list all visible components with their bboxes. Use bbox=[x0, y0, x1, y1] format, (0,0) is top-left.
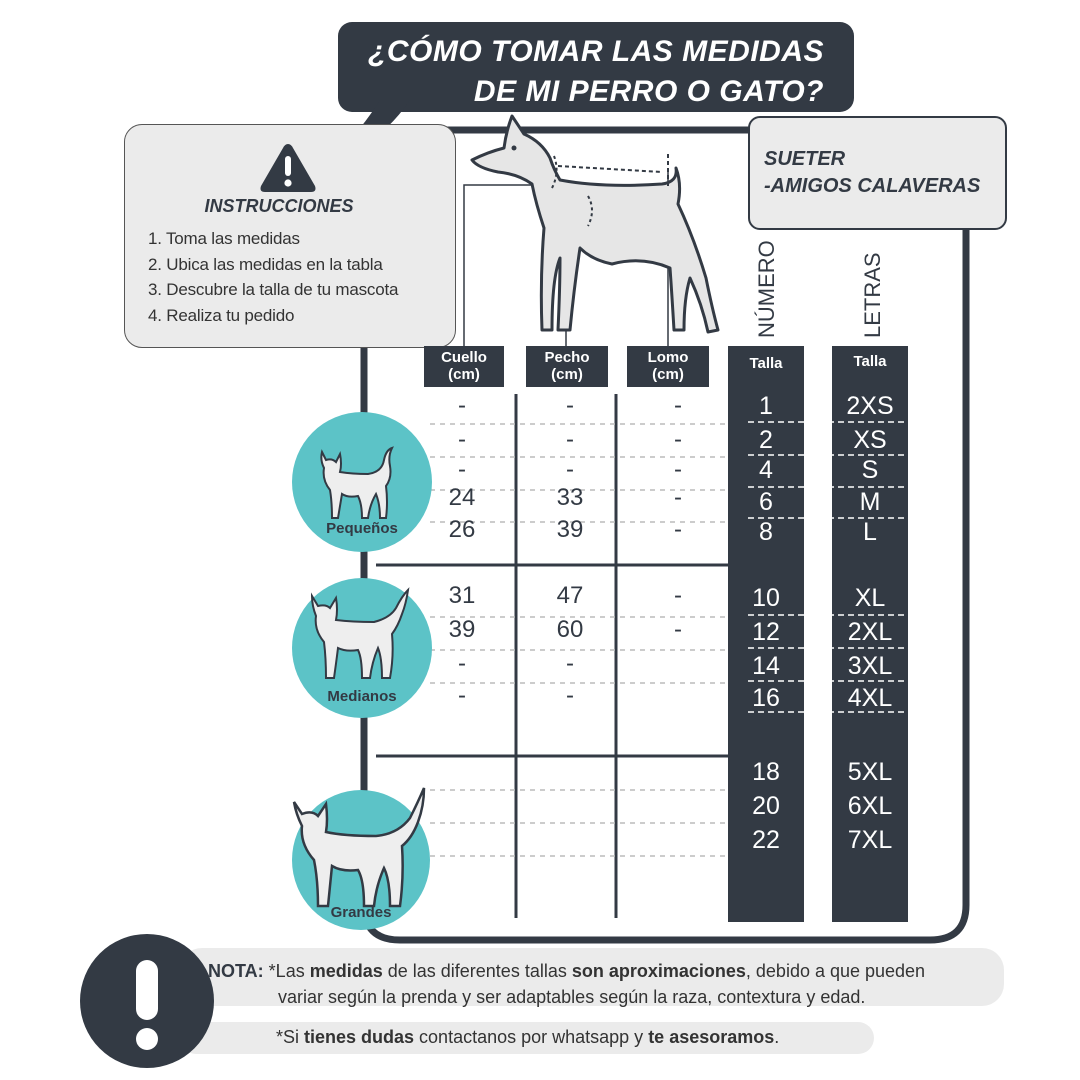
cell-cuello: 31 bbox=[448, 582, 476, 609]
cell-lomo: - bbox=[674, 616, 682, 643]
pecho-header-label: Pecho bbox=[544, 349, 590, 366]
cell-pecho: 60 bbox=[556, 616, 584, 643]
cell-numero: 6 bbox=[759, 488, 773, 516]
warning-icon bbox=[258, 142, 318, 194]
note-fragment: contactanos por whatsapp y bbox=[414, 1027, 649, 1047]
dog-silhouette bbox=[462, 108, 732, 340]
title-line-2: DE MI PERRO O GATO? bbox=[473, 75, 824, 108]
note-fragment: de las diferentes tallas bbox=[382, 961, 572, 981]
cell-letra: L bbox=[863, 518, 877, 546]
cell-letra: XS bbox=[853, 426, 887, 454]
cell-numero: 4 bbox=[759, 456, 773, 484]
cell-letra: 7XL bbox=[847, 826, 893, 854]
lomo-header-unit: (cm) bbox=[652, 366, 684, 383]
lomo-header bbox=[627, 346, 709, 387]
cell-pecho: 47 bbox=[556, 582, 584, 609]
pecho-header bbox=[526, 346, 608, 387]
pecho-header-unit: (cm) bbox=[551, 366, 583, 383]
cell-letra: 2XS bbox=[846, 392, 894, 420]
cat-icon bbox=[286, 780, 436, 910]
cell-cuello: - bbox=[458, 650, 466, 677]
cell-lomo: - bbox=[674, 456, 682, 483]
instruction-step: 3. Descubre la talla de tu mascota bbox=[148, 280, 399, 299]
cell-lomo: - bbox=[674, 484, 682, 511]
cell-cuello: 24 bbox=[448, 484, 476, 511]
cat-icon bbox=[312, 446, 402, 520]
letras-talla-header: Talla bbox=[832, 350, 908, 370]
cell-cuello: - bbox=[458, 426, 466, 453]
cell-lomo: - bbox=[674, 582, 682, 609]
cell-numero: 18 bbox=[752, 758, 780, 786]
note-fragment: *Si bbox=[276, 1027, 305, 1047]
cell-numero: 10 bbox=[752, 584, 780, 612]
title-line-1: ¿CÓMO TOMAR LAS MEDIDAS bbox=[368, 35, 824, 68]
cell-numero: 16 bbox=[752, 684, 780, 712]
cell-numero: 14 bbox=[752, 652, 780, 680]
note-fragment: tienes dudas bbox=[304, 1027, 415, 1047]
cell-lomo: - bbox=[674, 516, 682, 543]
exclamation-icon bbox=[80, 934, 214, 1068]
cell-letra: 2XL bbox=[847, 618, 893, 646]
cell-lomo: - bbox=[674, 392, 682, 419]
numero-talla-header: Talla bbox=[728, 352, 804, 372]
product-line-2: -AMIGOS CALAVERAS bbox=[764, 175, 981, 197]
cuello-header-unit: (cm) bbox=[448, 366, 480, 383]
instructions-heading: INSTRUCCIONES bbox=[204, 196, 354, 216]
cell-numero: 1 bbox=[759, 392, 773, 420]
cell-lomo: - bbox=[674, 426, 682, 453]
note-fragment: *Las bbox=[268, 961, 310, 981]
category-medium-label: Medianos bbox=[327, 688, 397, 705]
note-text-2 bbox=[276, 1027, 779, 1048]
numero-label: NÚMERO bbox=[754, 240, 779, 338]
cell-cuello: - bbox=[458, 392, 466, 419]
cell-letra: 5XL bbox=[847, 758, 893, 786]
note-text-1 bbox=[208, 958, 925, 1010]
cell-cuello: - bbox=[458, 456, 466, 483]
cat-icon bbox=[304, 586, 414, 682]
cuello-header-label: Cuello bbox=[441, 349, 487, 366]
note-fragment: variar según la prenda y ser adaptables según la raza, contextura y edad. bbox=[278, 987, 866, 1007]
cell-numero: 22 bbox=[752, 826, 780, 854]
cell-cuello: 26 bbox=[448, 516, 476, 543]
note-fragment: . bbox=[774, 1027, 780, 1047]
cell-letra: 4XL bbox=[847, 684, 893, 712]
cell-letra: S bbox=[861, 456, 879, 484]
cell-pecho: 39 bbox=[556, 516, 584, 543]
note-fragment: , debido a que pueden bbox=[745, 961, 926, 981]
cell-letra: 6XL bbox=[847, 792, 893, 820]
lomo-header-label: Lomo bbox=[647, 349, 689, 366]
note-label: NOTA: bbox=[208, 961, 264, 981]
instruction-step: 4. Realiza tu pedido bbox=[148, 305, 295, 325]
cell-numero: 2 bbox=[759, 426, 773, 454]
note-fragment: te asesoramos bbox=[648, 1027, 775, 1047]
cell-cuello: 39 bbox=[448, 616, 476, 643]
cell-pecho: - bbox=[566, 392, 574, 419]
cell-letra: 3XL bbox=[847, 652, 893, 680]
cell-numero: 12 bbox=[752, 618, 780, 646]
product-line-1: SUETER bbox=[764, 148, 846, 170]
cell-numero: 8 bbox=[759, 518, 773, 546]
cell-pecho: - bbox=[566, 682, 574, 709]
category-small-label: Pequeños bbox=[326, 520, 398, 537]
note-fragment: medidas bbox=[309, 961, 383, 981]
cell-pecho: 33 bbox=[556, 484, 584, 511]
cell-pecho: - bbox=[566, 650, 574, 677]
instructions-list bbox=[148, 226, 398, 328]
instruction-step: 1. Toma las medidas bbox=[148, 229, 300, 248]
cuello-header bbox=[424, 346, 504, 387]
cell-pecho: - bbox=[566, 456, 574, 483]
cell-cuello: - bbox=[458, 682, 466, 709]
instruction-step: 2. Ubica las medidas en la tabla bbox=[148, 254, 383, 274]
cell-letra: XL bbox=[854, 584, 886, 612]
cell-letra: M bbox=[859, 488, 881, 516]
letras-label: LETRAS bbox=[860, 252, 885, 338]
note-fragment: son aproximaciones bbox=[571, 961, 746, 981]
cell-pecho: - bbox=[566, 426, 574, 453]
category-large-label: Grandes bbox=[330, 904, 392, 921]
cell-numero: 20 bbox=[752, 792, 780, 820]
